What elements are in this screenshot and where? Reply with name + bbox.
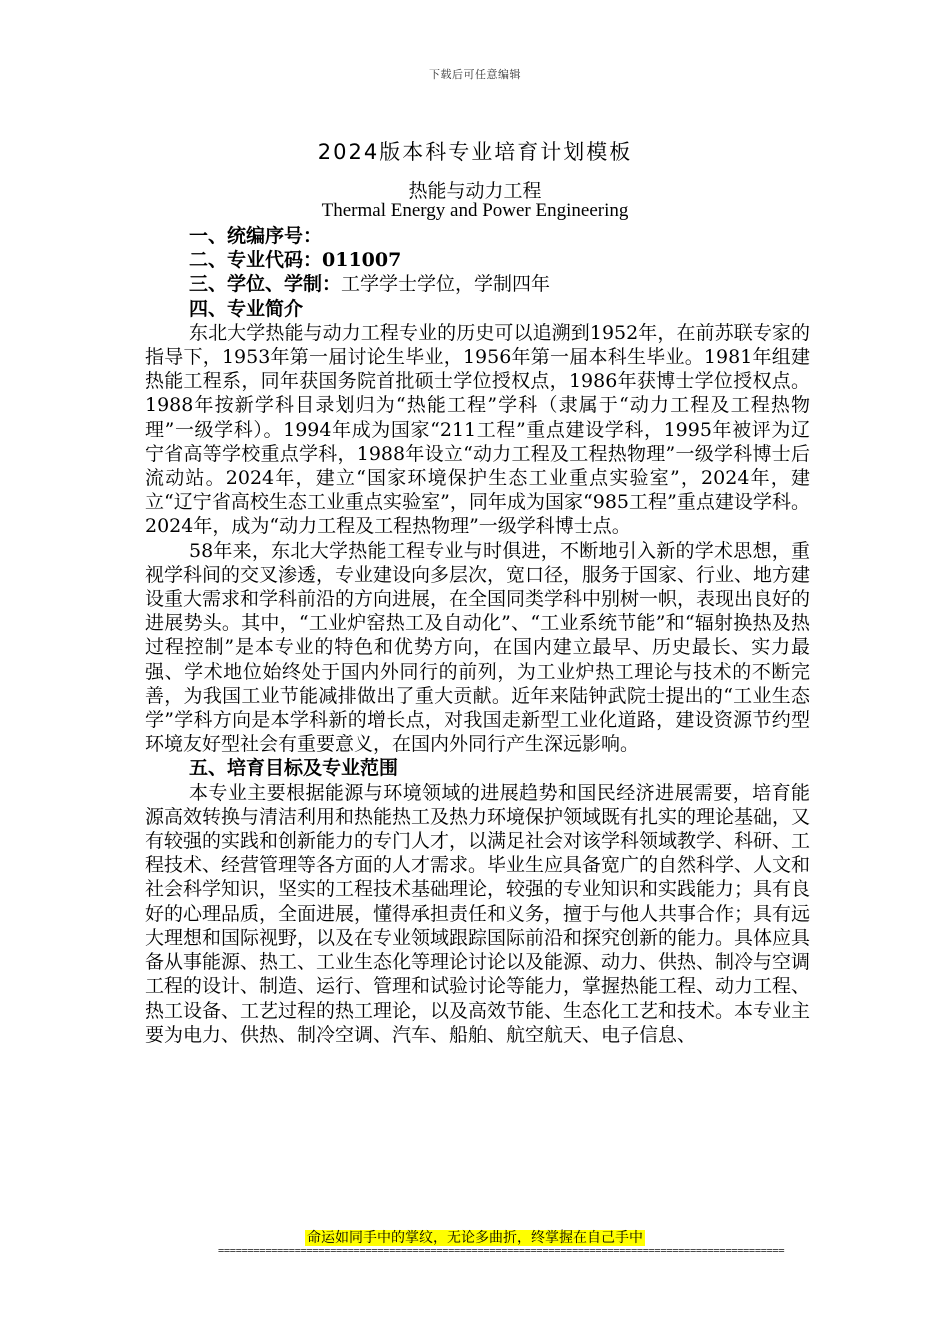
major-name-chinese: 热能与动力工程: [408, 180, 542, 202]
footer-quote-text: 命运如同手中的掌纹，无论多曲折，终掌握在自己手中: [307, 1230, 643, 1246]
section-3-heading: [145, 272, 810, 296]
section-3-label: 三、学位、学制：: [189, 273, 342, 296]
header-note: 下载后可任意编辑: [429, 68, 521, 81]
footer-quote: [0, 1227, 950, 1247]
document-body: [145, 224, 810, 1047]
section-5-heading: 五、培育目标及专业范围: [189, 757, 399, 780]
section-4-paragraph-1: 东北大学热能与动力工程专业的历史可以追溯到1952年，在前苏联专家的指导下，1953年第一届讨论生毕业，1956年第一届本科生毕业。1981年组建热能工程系，同年获国务院首批硕士学位授权点，1986年获博士学位授权点。1988年按新学科目录划归为“热能工程”学科（隶属于“动力工程及工程热物理”一级学科）。1994年成为国家“211工程”重点建设学科，1995年被评为辽宁省高等学校重点学科，1988年设立“动力工程及工程热物理”一级学科博士后流动站。2024年，建立“国家环境保护生态工业重点实验室”，2024年，建立“辽宁省高校生态工业重点实验室”，同年成为国家“985工程”重点建设学科。2024年，成为“动力工程及工程热物理”一级学科博士点。: [145, 321, 810, 538]
section-1-heading: 一、统编序号：: [189, 225, 323, 247]
document-title: 2024版本科专业培育计划模板: [317, 140, 633, 164]
section-2-heading: 二、专业代码：011007: [189, 249, 402, 272]
section-3-value: 工学学士学位，学制四年: [341, 273, 551, 296]
footer-divider: ================================================================================================: [218, 1245, 785, 1257]
major-name-english: Thermal Energy and Power Engineering: [321, 200, 629, 221]
section-4-heading: 四、专业简介: [189, 297, 304, 320]
section-5-paragraph-1: 本专业主要根据能源与环境领域的进展趋势和国民经济进展需要，培育能源高效转换与清洁利用和热能热工及热力环境保护领域既有扎实的理论基础，又有较强的实践和创新能力的专门人才，以满足社会对该学科领域教学、科研、工程技术、经营管理等各方面的人才需求。毕业生应具备宽广的自然科学、人文和社会科学知识，坚实的工程技术基础理论，较强的专业知识和实践能力；具有良好的心理品质，全面进展，懂得承担责任和义务，擅于与他人共事合作；具有远大理想和国际视野，以及在专业领域跟踪国际前沿和探究创新的能力。具体应具备从事能源、热工、工业生态化等理论讨论以及能源、动力、供热、制冷与空调工程的设计、制造、运行、管理和试验讨论等能力，掌握热能工程、动力工程、热工设备、工艺过程的热工理论，以及高效节能、生态化工艺和技术。本专业主要为电力、供热、制冷空调、汽车、船舶、航空航天、电子信息、: [145, 781, 811, 1046]
section-4-paragraph-2: 58年来，东北大学热能工程专业与时俱进，不断地引入新的学术思想，重视学科间的交叉渗透，专业建设向多层次，宽口径，服务于国家、行业、地方建设重大需求和学科前沿的方向进展，在全国同类学科中别树一帜，表现出良好的进展势头。其中，“工业炉窑热工及自动化”、“工业系统节能”和“辐射换热及热过程控制”是本专业的特色和优势方向，在国内建立最早、历史最长、实力最强、学术地位始终处于国内外同行的前列，为工业炉热工理论与技术的不断完善，为我国工业节能减排做出了重大贡献。近年来陆钟武院士提出的“工业生态学”学科方向是本学科新的增长点，对我国走新型工业化道路，建设资源节约型环境友好型社会有重要意义，在国内外同行产生深远影响。: [145, 539, 811, 756]
